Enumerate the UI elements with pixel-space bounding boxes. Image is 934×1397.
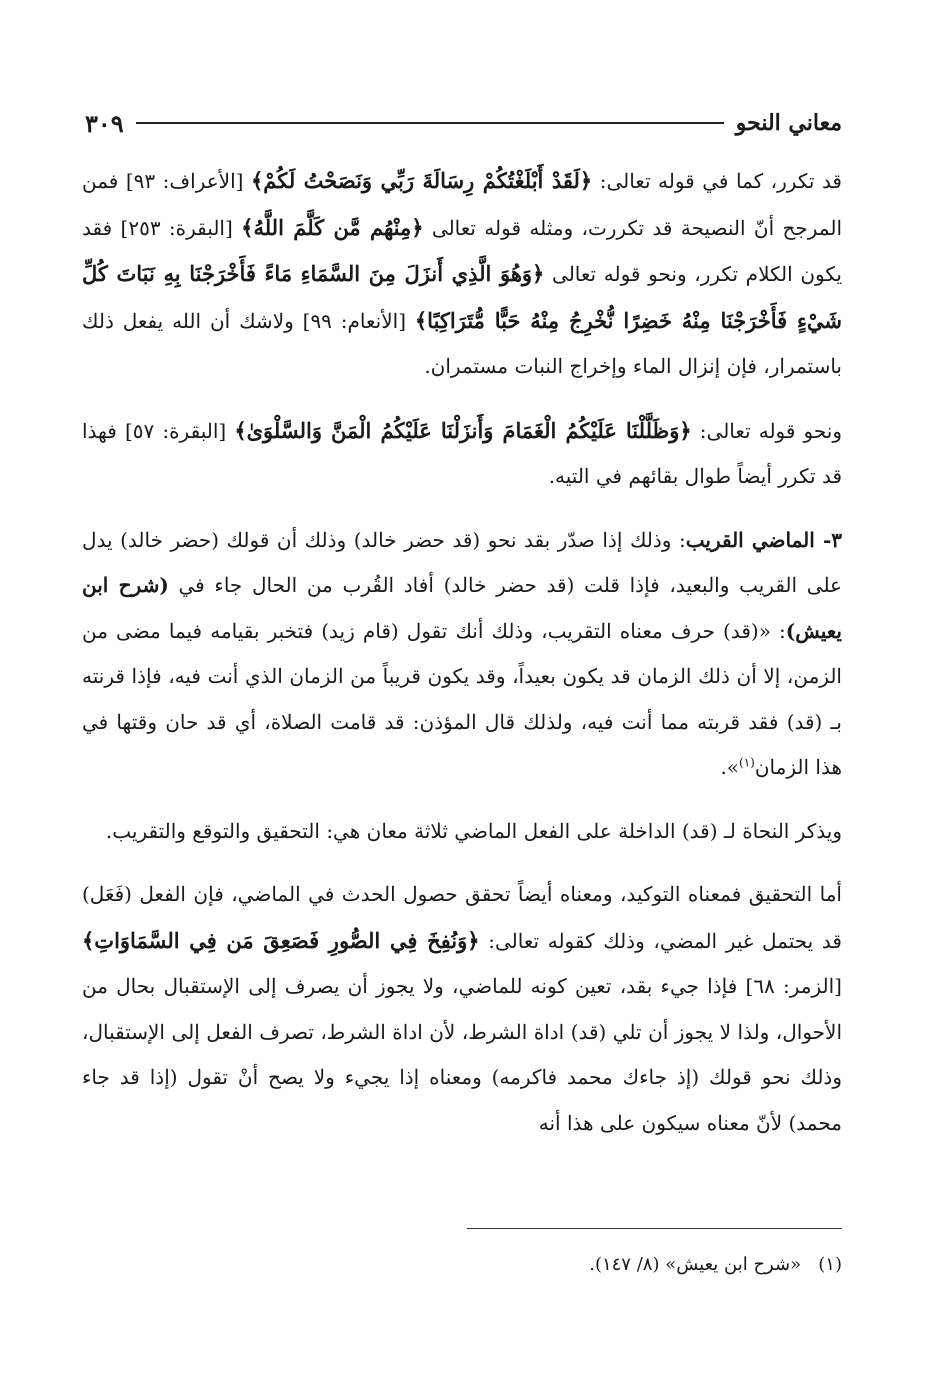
text-run: قد تكرر، كما في قوله تعالى: (592, 169, 842, 193)
text-run: [الأعراف: ٩٣] فمن المرجح أنّ النصيحة قد تكررت، ومثله قوله تعالى (82, 169, 843, 240)
quran-verse: ﴿وَهُوَ الَّذِي أَنزَلَ مِنَ السَّمَاءِ مَاءً فَأَخْرَجْنَا بِهِ نَبَاتَ كُلِّ شَيْءٍ فَأَخْرَجْنَا مِنْهُ خَضِرًا نُّخْرِجُ مِنْهُ حَبًّا مُّتَرَاكِبًا﴾ (82, 261, 842, 333)
footnote-reference: (١) (739, 755, 755, 770)
quran-verse: ﴿وَنُفِخَ فِي الصُّورِ فَصَعِقَ مَن فِي السَّمَاوَاتِ﴾ (82, 927, 480, 953)
paragraph-5 (82, 872, 842, 1146)
quran-verse: ﴿لَقَدْ أَبْلَغْتُكُمْ رِسَالَةَ رَبِّي وَنَصَحْتُ لَكُمْ﴾ (250, 168, 593, 193)
section-heading: ٣- الماضي القريب (685, 527, 843, 552)
paragraph-3 (82, 518, 842, 791)
text-run: ونحو قوله تعالى: (691, 418, 843, 443)
text-run: [البقرة: ٢٥٣] فقد يكون الكلام تكرر، ونحو قوله تعالى (82, 215, 842, 286)
text-run: [الزمر: ٦٨] فإذا جيء بقد، تعين كونه للماضي، ولا يجوز أن يصرف إلى الإستقبال بحال من الأحوال، ولذا لا يجوز أن تلي (قد) اداة الشرط، لأن اداة الشرط، تصرف الفعل إلى الإستقبال، وذلك نحو قولك (إذ جاءك محمد فاكرمه) ومعناه إذا يجيء ولا يصح أنْ تقول (إذا قد جاء محمد) لأنّ معناه سيكون على هذا أنه (82, 974, 842, 1135)
source-title: (شرح ابن يعيش) (82, 573, 842, 643)
footnote-text: «شرح ابن يعيش» (٨/ ١٤٧). (589, 1254, 802, 1275)
book-title: معاني النحو (735, 110, 842, 136)
main-text (82, 158, 842, 1164)
quran-verse: ﴿مِنْهُم مَّن كَلَّمَ اللَّهُ﴾ (241, 214, 424, 240)
page-header (85, 103, 842, 143)
text-run: [الأنعام: ٩٩] ولاشك أن الله يفعل ذلك باستمرار، فإن إنزال الماء وإخراج النبات مستمران. (82, 308, 842, 378)
text-run: ويذكر النحاة لـ (قد) الداخلة على الفعل الماضي ثلاثة معان هي: التحقيق والتوقع والتقريب. (105, 818, 842, 843)
footnote-separator (467, 1228, 842, 1229)
paragraph-1 (82, 158, 842, 390)
page-number: ٣٠٩ (85, 108, 124, 138)
text-run: [البقرة: ٥٧] فهذا قد تكرر أيضاً طوال بقائهم في التيه. (82, 418, 842, 488)
footnote-marker: (١) (818, 1254, 842, 1275)
footnote (300, 1252, 842, 1278)
header-rule (136, 122, 724, 124)
paragraph-4 (82, 809, 842, 855)
text-run: أما التحقيق فمعناه التوكيد، ومعناه أيضاً تحقق حصول الحدث في الماضي، فإن الفعل (فَعَل) قد يحتمل غير المضي، وذلك كقوله تعالى: (82, 882, 842, 953)
text-run: : «(قد) حرف معناه التقريب، وذلك أنك تقول (قام زيد) فتخبر بقيامه فيما مضى من الزمن، إلا أن ذلك الزمان قد يكون بعيداً، وقد يكون قريباً من الزمان الذي أنت فيه، فإذا قرنته بـ (قد) فقد قربته مما أنت فيه، ولذلك قال المؤذن: قد قامت الصلاة، أي قد حان وقتها في هذا الزمان (82, 618, 842, 779)
text-run: : وذلك إذا صدّر بقد نحو (قد حضر خالد) وذلك أن قولك (حضر خالد) يدل على القريب والبعيد، فإذا قلت (قد حضر خالد) أفاد القُرب من الحال جاء في (82, 527, 842, 597)
text-run: ». (720, 755, 740, 779)
quran-verse: ﴿وَظَلَّلْنَا عَلَيْكُمُ الْغَمَامَ وَأَنزَلْنَا عَلَيْكُمُ الْمَنَّ وَالسَّلْوَىٰ﴾ (234, 417, 692, 443)
paragraph-2 (82, 408, 842, 500)
